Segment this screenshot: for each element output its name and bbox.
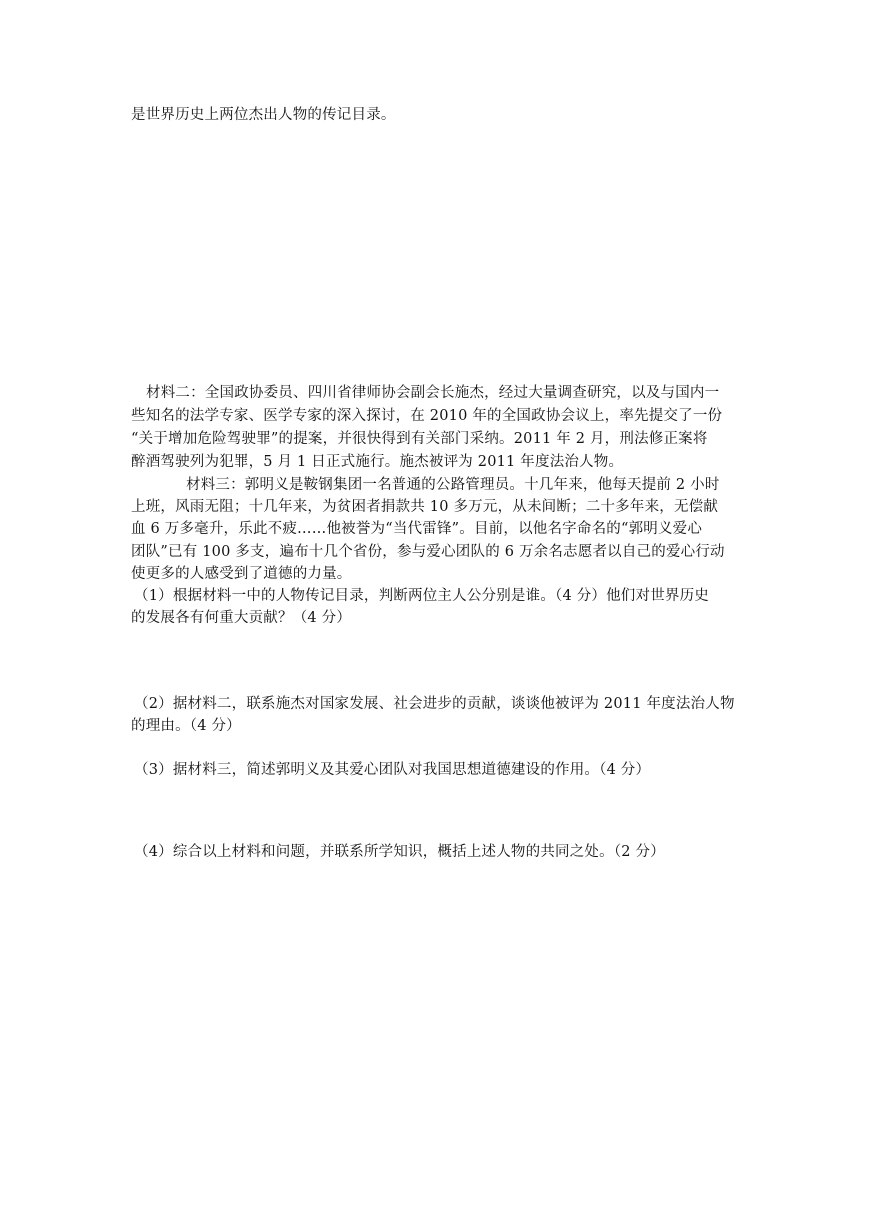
- question-1-line: 的发展各有何重大贡献？（4 分）: [131, 610, 352, 626]
- material-three-line: 团队”已有 100 多支，遍布十几个省份，参与爱心团队的 6 万余名志愿者以自己的爱心行动: [131, 544, 725, 560]
- material-three-line: 材料三：郭明义是鞍钢集团一名普通的公路管理员。十几年来，他每天提前 2 小时: [186, 477, 720, 493]
- question-4-line: （4）综合以上材料和问题，并联系所学知识，概括上述人物的共同之处。（2 分）: [134, 844, 665, 860]
- question-2-line: 的理由。（4 分）: [131, 718, 241, 734]
- question-1-line: （1）根据材料一中的人物传记目录，判断两位主人公分别是谁。（4 分）他们对世界历史: [134, 588, 710, 604]
- material-two-line: 些知名的法学专家、医学专家的深入探讨，在 2010 年的全国政协会议上，率先提交了一份: [131, 408, 723, 424]
- material-three-line: 使更多的人感受到了道德的力量。: [131, 566, 352, 582]
- material-three-line: 上班，风雨无阻；十几年来，为贫困者捐款共 10 多万元，从未间断；二十多年来，无偿献: [131, 499, 719, 515]
- question-3-line: （3）据材料三，简述郭明义及其爱心团队对我国思想道德建设的作用。（4 分）: [134, 762, 651, 778]
- material-two-line: “关于增加危险驾驶罪”的提案，并很快得到有关部门采纳。2011 年 2 月，刑法修正案将: [131, 431, 708, 447]
- material-two-line: 醉酒驾驶列为犯罪，5 月 1 日正式施行。施杰被评为 2011 年度法治人物。: [131, 454, 624, 470]
- intro-line: 是世界历史上两位杰出人物的传记目录。: [131, 107, 396, 123]
- question-2-line: （2）据材料二，联系施杰对国家发展、社会进步的贡献，谈谈他被评为 2011 年度法治人物: [134, 696, 735, 712]
- material-two-line: 材料二：全国政协委员、四川省律师协会副会长施杰，经过大量调查研究，以及与国内一: [146, 385, 720, 401]
- material-three-line: 血 6 万多毫升，乐此不疲……他被誉为“当代雷锋”。目前，以他名字命名的“郭明义爱心: [131, 521, 703, 537]
